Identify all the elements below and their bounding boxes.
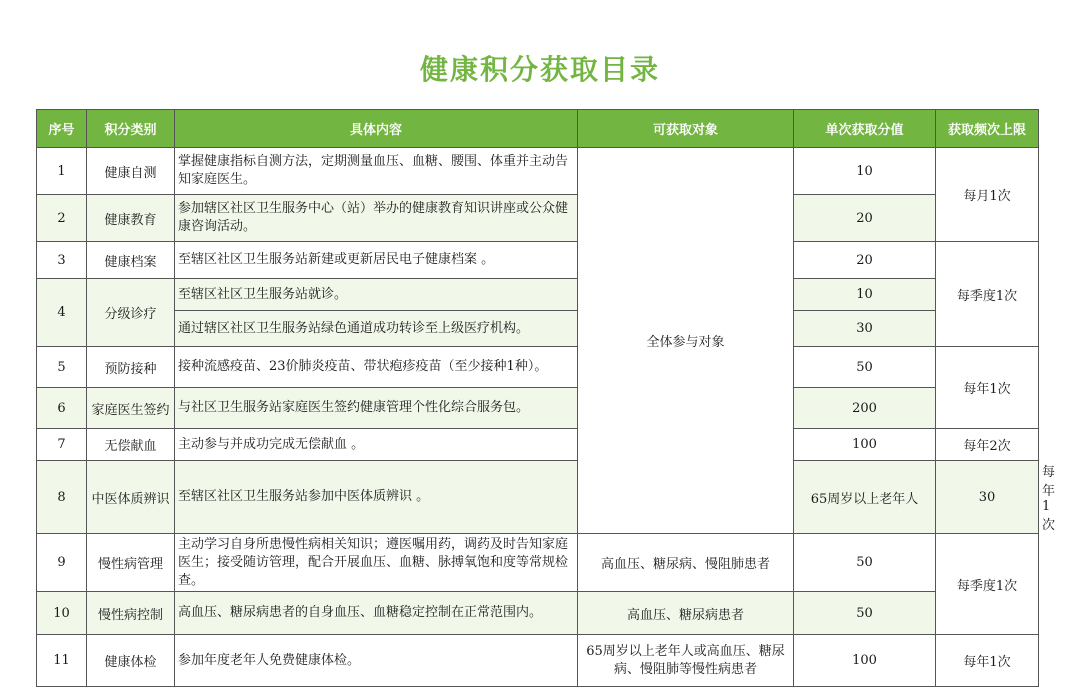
row-score: 50 <box>794 347 936 388</box>
row-frequency: 每年2次 <box>936 429 1039 461</box>
row-content: 至辖区社区卫生服务站新建或更新居民电子健康档案 。 <box>175 242 578 279</box>
header-row <box>37 110 1039 148</box>
row-content: 至辖区社区卫生服务站参加中医体质辨识 。 <box>175 461 578 534</box>
row-frequency: 每年1次 <box>936 635 1039 687</box>
table-row <box>37 195 1039 242</box>
row-score: 30 <box>794 311 936 347</box>
row-category: 健康自测 <box>87 148 175 195</box>
table-row <box>37 534 1039 592</box>
row-target: 高血压、糖尿病患者 <box>578 592 794 635</box>
row-category: 预防接种 <box>87 347 175 388</box>
row-content: 与社区卫生服务站家庭医生签约健康管理个性化综合服务包。 <box>175 388 578 429</box>
row-target: 65周岁以上老年人或高血压、糖尿病、慢阻肺等慢性病患者 <box>578 635 794 687</box>
row-content: 参加年度老年人免费健康体检。 <box>175 635 578 687</box>
row-no: 1 <box>37 148 87 195</box>
row-score: 20 <box>794 195 936 242</box>
row-content: 主动学习自身所患慢性病相关知识；遵医嘱用药，调药及时告知家庭医生；接受随访管理，配合开展血压、血糖、脉搏氧饱和度等常规检查。 <box>175 534 578 592</box>
table-row <box>37 347 1039 388</box>
table-row <box>37 592 1039 635</box>
row-content: 主动参与并成功完成无偿献血 。 <box>175 429 578 461</box>
row-score: 10 <box>794 148 936 195</box>
row-target: 全体参与对象 <box>578 148 794 534</box>
row-category: 慢性病控制 <box>87 592 175 635</box>
row-content: 接种流感疫苗、23价肺炎疫苗、带状疱疹疫苗（至少接种1种）。 <box>175 347 578 388</box>
header-frequency: 获取频次上限 <box>936 110 1039 148</box>
row-target: 65周岁以上老年人 <box>794 461 936 534</box>
row-score: 100 <box>794 635 936 687</box>
table-row <box>37 242 1039 279</box>
row-no: 5 <box>37 347 87 388</box>
table-row <box>37 429 1039 461</box>
row-no: 3 <box>37 242 87 279</box>
row-content: 参加辖区社区卫生服务中心（站）举办的健康教育知识讲座或公众健康咨询活动。 <box>175 195 578 242</box>
row-frequency: 每年1次 <box>936 347 1039 429</box>
row-score: 50 <box>794 592 936 635</box>
header-target: 可获取对象 <box>578 110 794 148</box>
row-score: 10 <box>794 279 936 311</box>
row-category: 慢性病管理 <box>87 534 175 592</box>
row-score: 20 <box>794 242 936 279</box>
page-title: 健康积分获取目录 <box>419 53 660 86</box>
row-category: 健康教育 <box>87 195 175 242</box>
table-row: 8 中医体质辨识 至辖区社区卫生服务站参加中医体质辨识 。 65周岁以上老年人 30 每年1次 <box>37 461 1039 534</box>
row-category: 健康档案 <box>87 242 175 279</box>
row-no: 4 <box>37 279 87 347</box>
row-frequency: 每月1次 <box>936 148 1039 242</box>
row-frequency: 每季度1次 <box>936 242 1039 347</box>
row-content: 高血压、糖尿病患者的自身血压、血糖稳定控制在正常范围内。 <box>175 592 578 635</box>
row-category: 健康体检 <box>87 635 175 687</box>
header-no: 序号 <box>37 110 87 148</box>
row-no: 11 <box>37 635 87 687</box>
table-row <box>37 311 1039 347</box>
row-no: 2 <box>37 195 87 242</box>
table-row <box>37 148 1039 195</box>
row-no: 8 <box>37 461 87 534</box>
header-content: 具体内容 <box>175 110 578 148</box>
row-frequency: 每季度1次 <box>936 534 1039 635</box>
table-row <box>37 388 1039 429</box>
row-no: 7 <box>37 429 87 461</box>
header-score: 单次获取分值 <box>794 110 936 148</box>
score-table <box>36 109 1056 687</box>
row-score: 30 <box>936 461 1039 534</box>
row-category: 无偿献血 <box>87 429 175 461</box>
row-score: 100 <box>794 429 936 461</box>
row-category: 中医体质辨识 <box>87 461 175 534</box>
row-no: 9 <box>37 534 87 592</box>
row-category: 家庭医生签约 <box>87 388 175 429</box>
row-content: 通过辖区社区卫生服务站绿色通道成功转诊至上级医疗机构。 <box>175 311 578 347</box>
row-score: 50 <box>794 534 936 592</box>
table-row <box>37 279 1039 311</box>
row-no: 6 <box>37 388 87 429</box>
header-category: 积分类别 <box>87 110 175 148</box>
row-content: 至辖区社区卫生服务站就诊。 <box>175 279 578 311</box>
row-content: 掌握健康指标自测方法，定期测量血压、血糖、腰围、体重并主动告知家庭医生。 <box>175 148 578 195</box>
row-score: 200 <box>794 388 936 429</box>
row-category: 分级诊疗 <box>87 279 175 347</box>
table-row <box>37 635 1039 687</box>
row-no: 10 <box>37 592 87 635</box>
row-target: 高血压、糖尿病、慢阻肺患者 <box>578 534 794 592</box>
